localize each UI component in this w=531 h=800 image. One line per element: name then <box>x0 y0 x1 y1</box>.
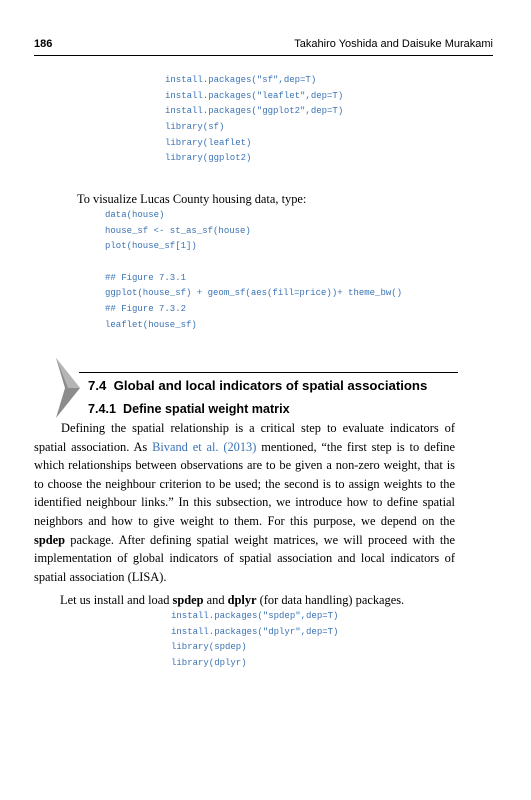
load-packages-text <box>60 593 480 608</box>
code-comment: ## Figure 7.3.2 <box>105 304 187 315</box>
subsection-title: Define spatial weight matrix <box>123 402 290 416</box>
load-text: and <box>203 593 228 607</box>
paragraph-text: package. After defining spatial weight matrices, we will proceed with the implementation of global indicators of spatial association and local indicators of spatial association (LISA). <box>34 532 455 584</box>
subsection-number: 7.4.1 <box>88 402 117 416</box>
code-line: library(ggplot2) <box>165 153 252 164</box>
code-line: install.packages("spdep",dep=T) <box>171 611 339 621</box>
section-heading <box>88 378 427 393</box>
code-comment: ## Figure 7.3.1 <box>105 272 187 283</box>
running-head-authors: Takahiro Yoshida and Daisuke Murakami <box>294 38 493 50</box>
intro-text: To visualize Lucas County housing data, type: <box>77 192 307 206</box>
load-text: (for data handling) packages. <box>256 593 405 607</box>
code-line: library(sf) <box>165 122 225 133</box>
code-line: leaflet(house_sf) <box>105 319 197 330</box>
code-line: library(leaflet) <box>165 137 252 148</box>
section-number: 7.4 <box>88 378 107 393</box>
code-line: library(dplyr) <box>171 658 247 669</box>
code-line: house_sf <- st_as_sf(house) <box>105 225 251 236</box>
code-line: install.packages("sf",dep=T) <box>165 75 317 85</box>
code-line <box>105 255 402 271</box>
package-name: dplyr <box>227 593 257 607</box>
code-line: install.packages("dplyr",dep=T) <box>171 626 339 637</box>
paragraph-text: Defining the spatial relationship is a critical step to evaluate indicators of spatial association. As <box>34 421 455 454</box>
header-rule <box>34 55 493 56</box>
subsection-heading <box>88 402 290 416</box>
code-block-install-sf <box>165 73 343 167</box>
code-line: data(house) <box>105 210 165 220</box>
code-line: install.packages("leaflet",dep=T) <box>165 90 344 101</box>
code-line: ggplot(house_sf) + geom_sf(aes(fill=price))+ theme_bw() <box>105 288 403 299</box>
section-rule <box>79 372 458 373</box>
package-name: spdep <box>172 593 204 607</box>
code-line: library(spdep) <box>171 642 247 653</box>
body-paragraph <box>34 419 455 586</box>
code-block-visualize <box>105 208 402 334</box>
page-number: 186 <box>34 38 53 50</box>
package-name: spdep <box>34 532 65 547</box>
running-head <box>34 38 493 54</box>
load-text: Let us install and load <box>60 593 173 607</box>
section-arrow-icon <box>56 358 80 418</box>
citation-link[interactable]: Bivand et al. (2013) <box>152 439 257 454</box>
paragraph-text: mentioned, “the first step is to define which relationships between observations are to be given a non-zero weight, that is to choose the neighbour criterion to be used; the second is to assign weights to the identified neighbour links.” In this subsection, we introduce how to define spatial neighbors and how to give weight to them. For this purpose, we depend on the <box>34 439 455 528</box>
code-line: plot(house_sf[1]) <box>105 241 197 252</box>
code-block-install-spdep <box>171 609 338 672</box>
code-line: install.packages("ggplot2",dep=T) <box>165 106 344 117</box>
section-title: Global and local indicators of spatial associations <box>113 378 428 393</box>
